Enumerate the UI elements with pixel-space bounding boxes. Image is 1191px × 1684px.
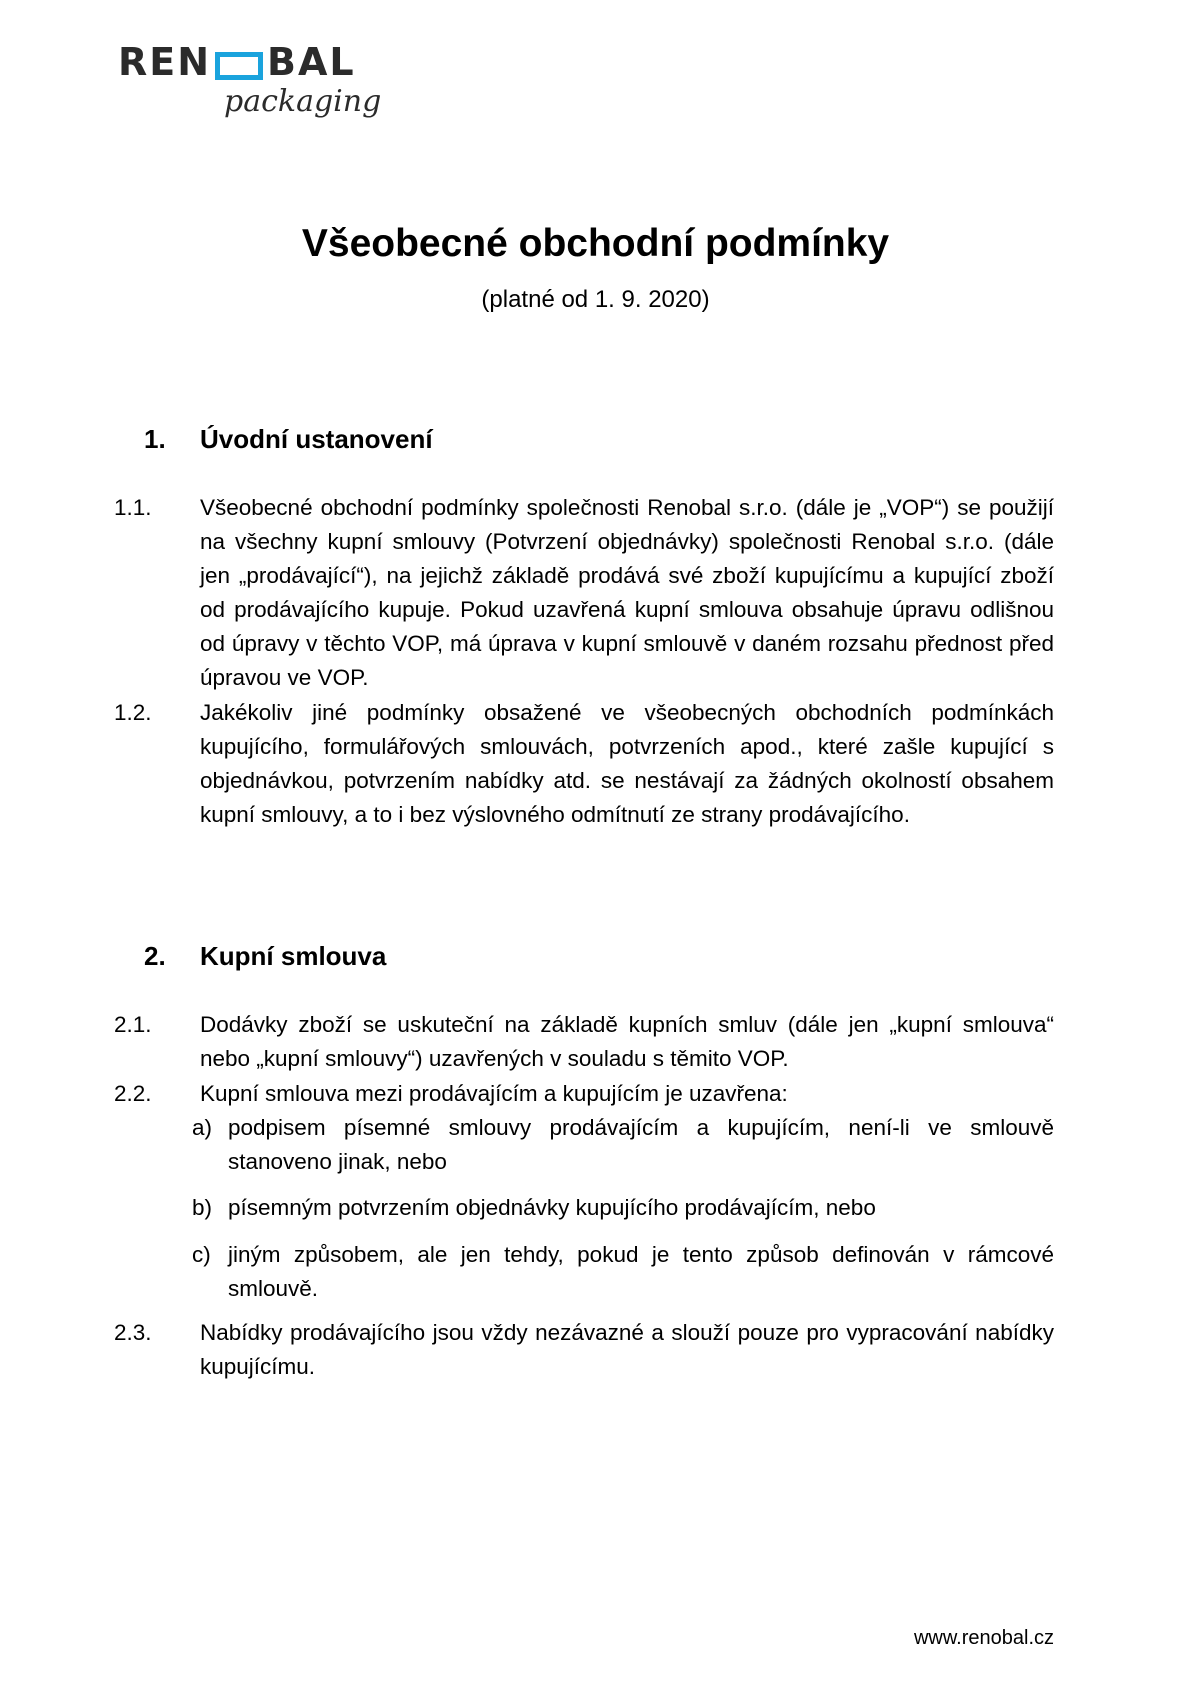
clause: [114, 1008, 1054, 1076]
section-heading: [144, 422, 433, 456]
clause-number: 2.3.: [114, 1320, 152, 1345]
clause-number: 1.1.: [114, 495, 152, 520]
clause: [114, 1316, 1054, 1384]
section-title: Úvodní ustanovení: [200, 424, 433, 454]
clause-subitem: [192, 1191, 1054, 1225]
logo-text-right: BAL: [267, 40, 356, 84]
document-subtitle: (platné od 1. 9. 2020): [481, 286, 710, 313]
clause: [114, 696, 1054, 832]
clause: [114, 1077, 1054, 1111]
logo-text-left: REN: [118, 40, 212, 84]
section-title: Kupní smlouva: [200, 941, 387, 971]
logo-subtitle: packaging: [224, 84, 382, 119]
logo-box-icon: [215, 52, 263, 80]
clause: [114, 491, 1054, 695]
clause-text: Nabídky prodávajícího jsou vždy nezávazné a slouží pouze pro vypracování nabídky kupujícímu.: [200, 1320, 1054, 1379]
section-number: 2.: [144, 941, 166, 971]
section-number: 1.: [144, 424, 166, 454]
subitem-text: jiným způsobem, ale jen tehdy, pokud je tento způsob definován v rámcové smlouvě.: [228, 1242, 1054, 1301]
document-title: Všeobecné obchodní podmínky: [301, 222, 890, 265]
company-logo: [118, 40, 382, 140]
clause-number: 2.2.: [114, 1081, 152, 1106]
clause-text: Všeobecné obchodní podmínky společnosti Renobal s.r.o. (dále je „VOP“) se použijí na všechny kupní smlouvy (Potvrzení objednávky) společnosti Renobal s.r.o. (dále jen „prodávající“), na jejichž základě prodává své zboží kupujícímu a kupující zboží od prodávajícího kupuje. Pokud uzavřená kupní smlouva obsahuje úpravu odlišnou od úpravy v těchto VOP, má úprava v kupní smlouvě v daném rozsahu přednost před úpravou ve VOP.: [200, 495, 1054, 690]
subitem-text: písemným potvrzením objednávky kupujícího prodávajícím, nebo: [228, 1195, 876, 1220]
clause-number: 1.2.: [114, 700, 152, 725]
footer-website: www.renobal.cz: [913, 1627, 1054, 1649]
subitem-text: podpisem písemné smlouvy prodávajícím a kupujícím, není-li ve smlouvě stanoveno jinak, nebo: [228, 1115, 1054, 1174]
clause-text: Kupní smlouva mezi prodávajícím a kupujícím je uzavřena:: [200, 1081, 788, 1106]
subitem-letter: a): [192, 1115, 213, 1140]
clause-text: Jakékoliv jiné podmínky obsažené ve všeobecných obchodních podmínkách kupujícího, formulářových smlouvách, potvrzeních apod., které zašle kupující s objednávkou, potvrzením nabídky atd. se nestávají za žádných okolností obsahem kupní smlouvy, a to i bez výslovného odmítnutí ze strany prodávajícího.: [200, 700, 1054, 827]
subitem-letter: b): [192, 1195, 213, 1220]
section-heading: [144, 939, 386, 973]
clause-text: Dodávky zboží se uskuteční na základě kupních smluv (dále jen „kupní smlouva“ nebo „kupní smlouvy“) uzavřených v souladu s těmito VOP.: [200, 1012, 1054, 1071]
clause-subitem: [192, 1111, 1054, 1179]
clause-number: 2.1.: [114, 1012, 152, 1037]
logo-wordmark: [118, 40, 356, 84]
subitem-letter: c): [192, 1242, 211, 1267]
clause-subitem: [192, 1238, 1054, 1306]
